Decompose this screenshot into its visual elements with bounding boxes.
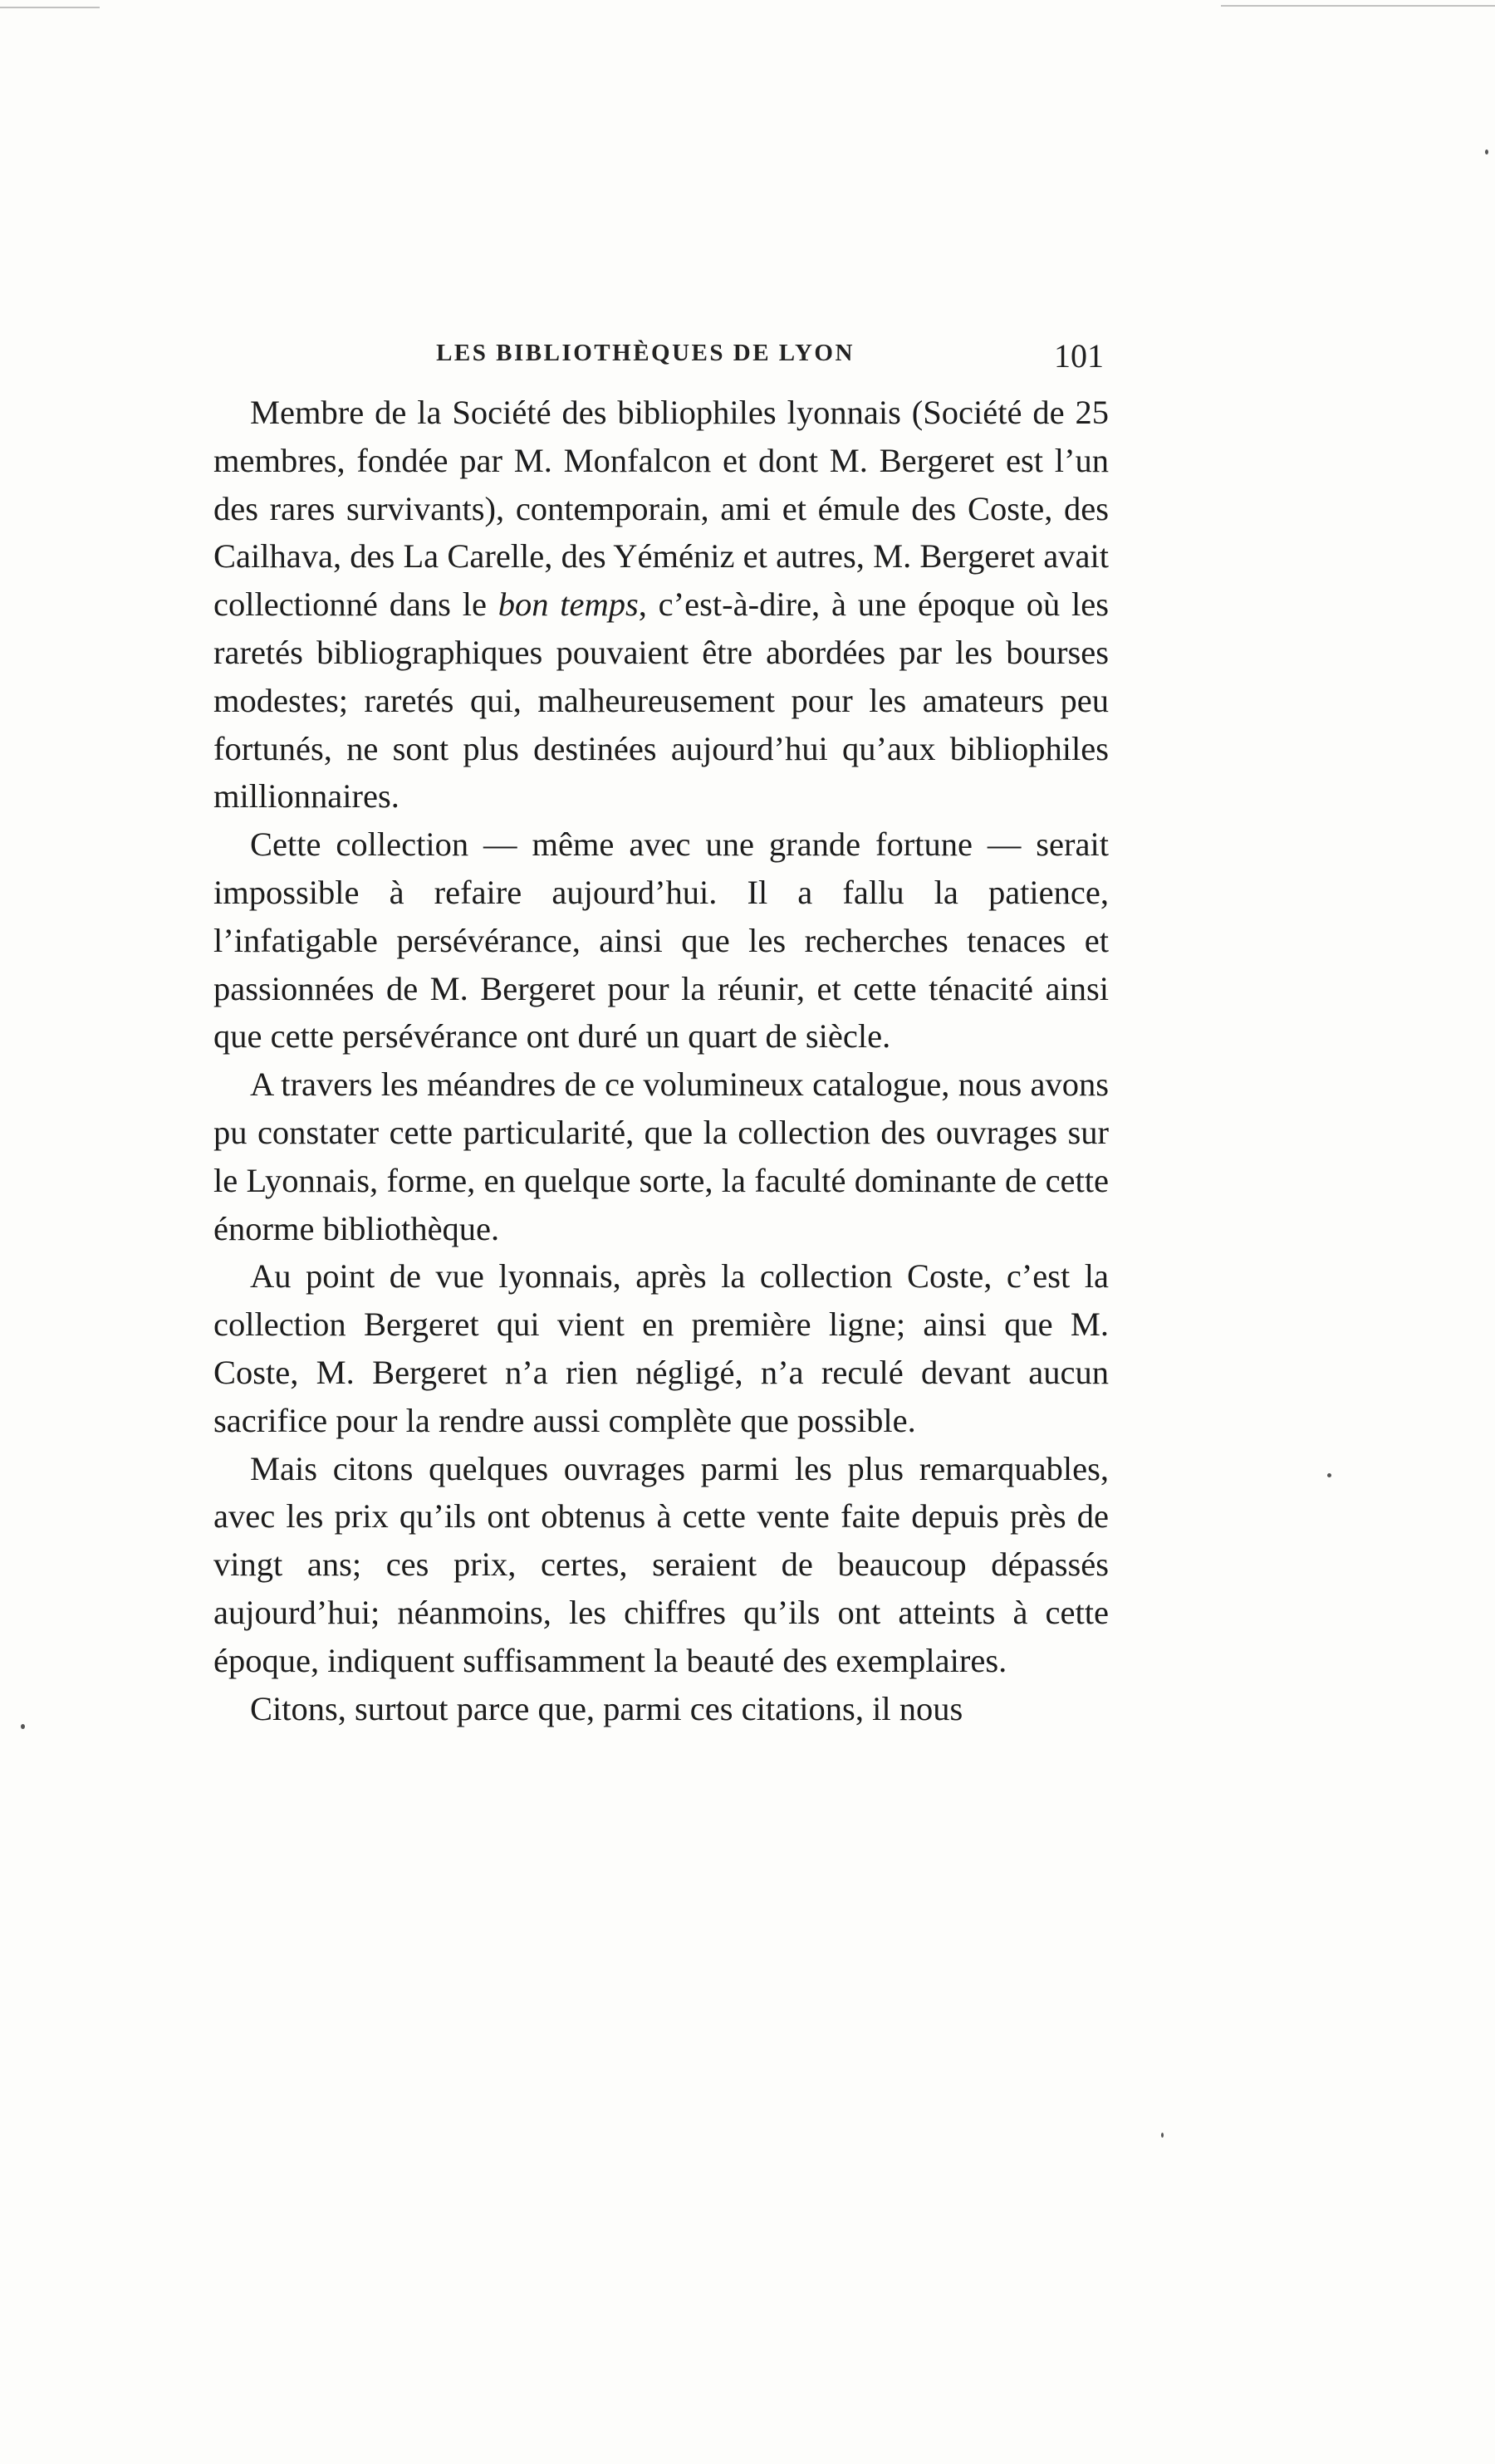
running-title: LES BIBLIOTHÈQUES DE LYON: [436, 340, 855, 366]
emphasis: bon temps: [498, 585, 639, 624]
paragraph: A travers les méandres de ce volumineux catalogue, nous avons pu constater cette particularité, que la collection des ouvrages sur le Lyonnais, forme, en quelque sorte, la faculté dominante de cette énorme bibliothèque.: [213, 1065, 1109, 1247]
paragraph: Membre de la Société des bibliophiles lyonnais (Société de 25 membres, fondée par M. Monfalcon et dont M. Bergeret est l’un des rares survivants), contemporain, ami et émule des Coste, des Cailhava, des La Carelle, des Yéméniz et autres, M. Bergeret avait collectionné dans le bon temps, c’est-à-dire, à une époque où les raretés bibliographiques pouvaient être abordées par les bourses modestes; raretés qui, malheureusement pour les amateurs peu fortunés, ne sont plus destinées aujourd’hui qu’aux bibliophiles millionnaires.: [213, 394, 1109, 816]
running-head: [213, 336, 1109, 376]
paragraph: Mais citons quelques ouvrages parmi les plus remarquables, avec les prix qu’ils ont obtenus à cette vente faite depuis près de vingt ans; ces prix, certes, seraient de beaucoup dépassés aujourd’hui; néanmoins, les chiffres qu’ils ont atteints à cette époque, indiquent suffisamment la beauté des exemplaires.: [213, 1449, 1109, 1679]
paragraph: Au point de vue lyonnais, après la collection Coste, c’est la collection Bergeret qui vient en première ligne; ainsi que M. Coste, M. Bergeret n’a rien négligé, n’a reculé devant aucun sacrifice pour la rendre aussi complète que possible.: [213, 1257, 1109, 1439]
scan-speck: [1327, 1473, 1331, 1477]
scan-speck: [1161, 2133, 1164, 2138]
scan-speck: [1485, 149, 1488, 154]
paragraph: Cette collection — même avec une grande fortune — serait impossible à refaire aujourd’hui. Il a fallu la patience, l’infatigable persévérance, ainsi que les recherches tenaces et passionnées de M. Bergeret pour la réunir, et cette ténacité ainsi que cette persévérance ont duré un quart de siècle.: [213, 825, 1109, 1056]
paragraph: Citons, surtout parce que, parmi ces citations, il nous: [250, 1689, 963, 1727]
scan-speck: [21, 1724, 25, 1729]
scan-artifact-top-right: [1221, 5, 1495, 7]
scan-artifact-top-left: [0, 7, 100, 8]
text-body: [213, 389, 1109, 1732]
page-number: 101: [1054, 337, 1104, 375]
